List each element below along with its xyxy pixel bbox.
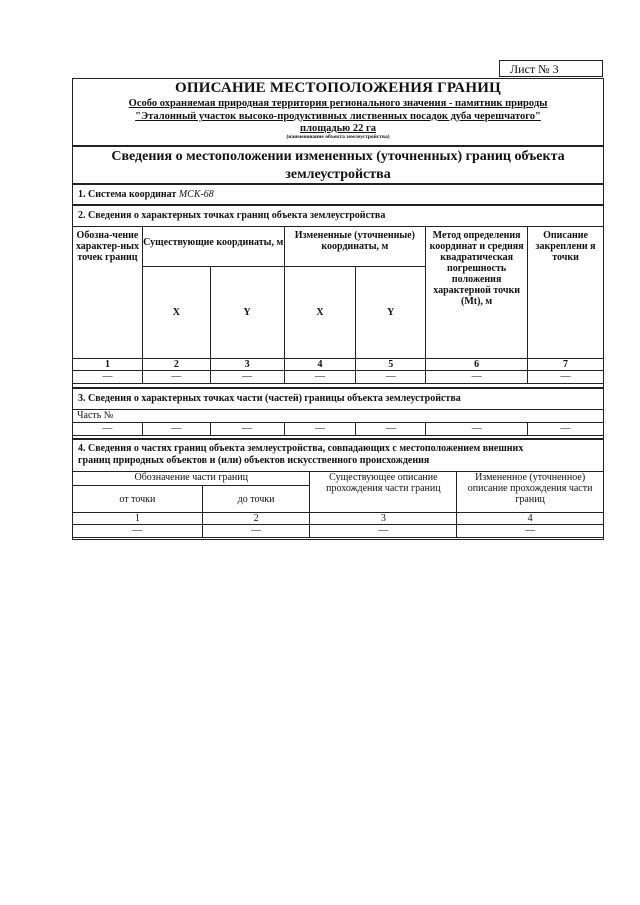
col-changed-description: Измененное (уточненное) описание прохождения части границ [457,472,604,513]
section-1-label: 1. Система координат [78,189,179,200]
col-x-changed: X [284,267,356,359]
col-number: 5 [356,359,426,371]
col-method: Метод определения координат и средняя квадратическая погрешность положения характерной точки (Mt), м [426,227,528,359]
col-to-point: до точки [202,486,310,513]
col-y-changed: Y [356,267,426,359]
divider [72,438,604,440]
empty-cell: — [210,371,284,384]
part-number: Часть № [73,410,604,423]
object-line-1: Особо охраняемая природная территория регионального значения - памятник природы [128,98,548,109]
sheet-number: Лист № 3 [499,60,603,77]
coordinate-system: МСК-68 [178,189,214,200]
empty-cell: — [528,371,604,384]
col-y-existing: Y [210,267,284,359]
section-4-label-line-1: 4. Сведения о частях границ объекта землеустройства, совпадающих с местоположением внешних [78,443,524,454]
divider [72,183,604,185]
empty-cell: — [142,371,210,384]
col-x-existing: X [142,267,210,359]
empty-cell: — [202,525,310,538]
col-existing-description: Существующее описание прохождения части границ [310,472,457,513]
boundary-points-table [72,226,604,384]
empty-cell: — [457,525,604,538]
object-line-2: "Эталонный участок высоко-продуктивных лиственных посадок дуба черешчатого" [135,111,541,122]
empty-cell: — [284,371,356,384]
col-existing: Существующие координаты, м [142,227,284,267]
subtitle [72,148,604,184]
section-4-label-line-2: границ природных объектов и (или) объектов искусственного происхождения [78,455,430,466]
col-number: 2 [202,513,310,525]
divider [72,387,604,389]
divider [72,145,604,147]
divider [72,204,604,206]
col-number: 4 [284,359,356,371]
col-description: Описание закреплени я точки [528,227,604,359]
empty-cell: — [426,423,528,436]
col-number: 1 [73,513,203,525]
empty-cell: — [356,371,426,384]
empty-cell: — [73,423,143,436]
empty-cell: — [73,371,143,384]
empty-cell: — [284,423,356,436]
document-title: ОПИСАНИЕ МЕСТОПОЛОЖЕНИЯ ГРАНИЦ [175,80,501,96]
col-designation: Обозначение части границ [73,472,310,486]
col-number: 1 [73,359,143,371]
col-from-point: от точки [73,486,203,513]
empty-cell: — [426,371,528,384]
col-number: 3 [210,359,284,371]
col-point: Обозна-чение характер-ных точек границ [73,227,143,359]
section-1 [78,189,214,200]
col-number: 7 [528,359,604,371]
empty-cell: — [142,423,210,436]
col-changed: Измененные (уточненные) координаты, м [284,227,426,267]
empty-cell: — [310,525,457,538]
empty-cell: — [528,423,604,436]
object-caption: (наименование объекта землеустройства) [286,134,390,140]
part-points-table [72,409,604,436]
empty-cell: — [210,423,284,436]
object-area: площадью 22 га [300,123,376,134]
col-number: 2 [142,359,210,371]
natural-boundaries-table [72,471,604,538]
section-2-label: 2. Сведения о характерных точках границ объекта землеустройства [78,210,386,221]
col-number: 3 [310,513,457,525]
empty-cell: — [73,525,203,538]
section-3-label: 3. Сведения о характерных точках части (частей) границы объекта землеустройства [78,393,461,404]
subtitle-text: Сведения о местоположении измененных (уточненных) границ объекта землеустройства [111,149,565,182]
col-number: 6 [426,359,528,371]
col-number: 4 [457,513,604,525]
empty-cell: — [356,423,426,436]
section-4-label [78,443,598,467]
